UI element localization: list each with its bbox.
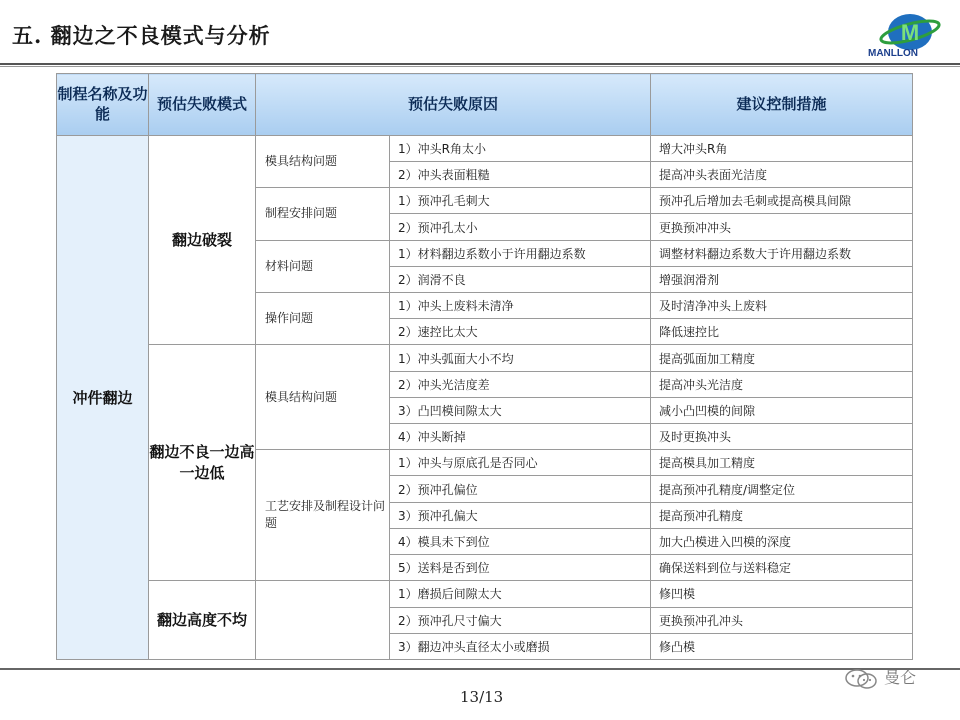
cause-cell: 3）翻边冲头直径太小或磨损 [390,633,651,659]
wechat-icon [842,668,882,690]
table-row [57,581,913,607]
watermark-text: 曼仑 [884,668,917,687]
cause-cell: 2）预冲孔偏位 [390,476,651,502]
cause-cell: 4）冲头断掉 [390,424,651,450]
cause-cell: 1）冲头R角太小 [390,135,651,161]
measure-cell: 降低速控比 [651,319,913,345]
measure-cell: 减小凸凹模的间隙 [651,397,913,423]
logo-text: MANLLON [868,48,918,59]
table-row [57,345,913,371]
cause-category-cell: 操作问题 [256,293,390,345]
cause-cell: 3）凸凹模间隙太大 [390,397,651,423]
measure-cell: 增大冲头R角 [651,135,913,161]
title-divider [0,63,960,65]
cause-cell: 1）材料翻边系数小于许用翻边系数 [390,240,651,266]
cause-category-cell: 工艺安排及制程设计问题 [256,450,390,581]
cause-cell: 1）磨损后间隙太大 [390,581,651,607]
measure-cell: 提高预冲孔精度/调整定位 [651,476,913,502]
measure-cell: 增强润滑剂 [651,266,913,292]
function-cell: 冲件翻边 [57,135,149,659]
cause-cell: 5）送料是否到位 [390,555,651,581]
failure-analysis-table [56,73,913,660]
cause-cell: 1）预冲孔毛刺大 [390,188,651,214]
cause-category-cell: 制程安排问题 [256,188,390,240]
measure-cell: 提高弧面加工精度 [651,345,913,371]
cause-cell: 2）预冲孔尺寸偏大 [390,607,651,633]
cause-category-cell [256,581,390,660]
cause-cell: 1）冲头弧面大小不均 [390,345,651,371]
header-function: 制程名称及功能 [57,74,149,136]
failure-mode-cell: 翻边不良一边高一边低 [149,345,256,581]
cause-category-cell: 材料问题 [256,240,390,292]
cause-cell: 3）预冲孔偏大 [390,502,651,528]
cause-category-cell: 模具结构问题 [256,345,390,450]
measure-cell: 加大凸模进入凹模的深度 [651,528,913,554]
failure-mode-cell: 翻边高度不均 [149,581,256,660]
cause-cell: 1）冲头上废料未清净 [390,293,651,319]
measure-cell: 及时清净冲头上废料 [651,293,913,319]
measure-cell: 及时更换冲头 [651,424,913,450]
cause-cell: 2）预冲孔太小 [390,214,651,240]
failure-mode-cell: 翻边破裂 [149,135,256,345]
footer-divider [0,668,960,670]
page-title: 五. 翻边之不良模式与分析 [12,23,271,48]
cause-cell: 4）模具未下到位 [390,528,651,554]
header-mode: 预估失败模式 [149,74,256,136]
cause-cell: 2）速控比太大 [390,319,651,345]
cause-cell: 2）冲头光洁度差 [390,371,651,397]
measure-cell: 更换预冲孔冲头 [651,607,913,633]
table-header-row [57,74,913,136]
measure-cell: 提高冲头光洁度 [651,371,913,397]
header-cause: 预估失败原因 [256,74,651,136]
cause-cell: 1）冲头与原底孔是否同心 [390,450,651,476]
logo-letter: M [900,20,920,45]
measure-cell: 修凸模 [651,633,913,659]
cause-cell: 2）冲头表面粗糙 [390,162,651,188]
title-divider-thin [0,66,960,67]
measure-cell: 确保送料到位与送料稳定 [651,555,913,581]
measure-cell: 更换预冲冲头 [651,214,913,240]
measure-cell: 提高模具加工精度 [651,450,913,476]
page-number: 13/13 [460,688,504,706]
table-row [57,135,913,161]
cause-category-cell: 模具结构问题 [256,135,390,187]
cause-cell: 2）润滑不良 [390,266,651,292]
measure-cell: 提高冲头表面光洁度 [651,162,913,188]
header-measure: 建议控制措施 [651,74,913,136]
measure-cell: 修凹模 [651,581,913,607]
measure-cell: 提高预冲孔精度 [651,502,913,528]
measure-cell: 预冲孔后增加去毛刺或提高模具间隙 [651,188,913,214]
measure-cell: 调整材料翻边系数大于许用翻边系数 [651,240,913,266]
